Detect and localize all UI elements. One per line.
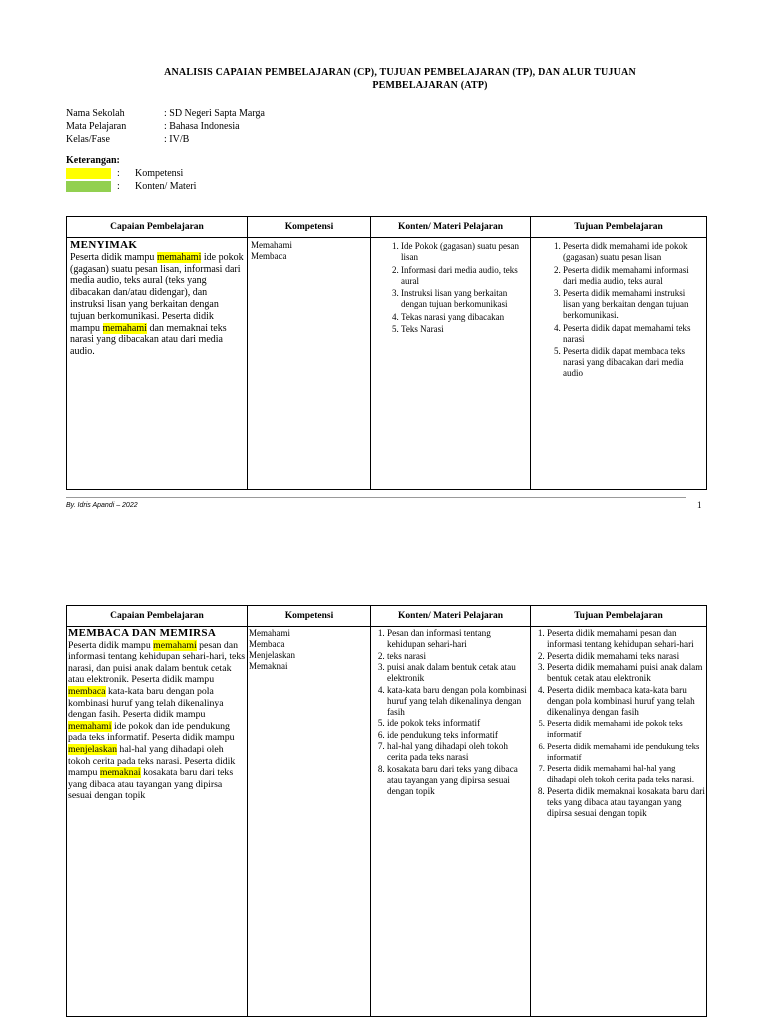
header-capaian: Capaian Pembelajaran: [67, 606, 248, 627]
header-kompetensi: Kompetensi: [248, 217, 371, 238]
info-value: : SD Negeri Sapta Marga: [164, 108, 265, 119]
list-item: 7. Peserta didik memahami hal-hal yang dihadapi oleh tokoh cerita pada teks narasi.: [547, 763, 705, 785]
kompetensi-highlight: memahami: [156, 251, 202, 263]
list-item: 3. Peserta didik memahami puisi anak dalam bentuk cetak atau elektronik: [547, 662, 705, 684]
title-line-1: ANALISIS CAPAIAN PEMBELAJARAN (CP), TUJUAN PEMBELAJARAN (TP), DAN ALUR TUJUAN: [164, 67, 636, 78]
footer-divider: [66, 497, 686, 498]
page-number: 1: [697, 500, 702, 510]
info-label: Kelas/Fase: [66, 134, 110, 145]
table-row: [67, 627, 707, 1017]
list-item: 1. Peserta didik memahami pesan dan informasi tentang kehidupan sehari-hari: [547, 628, 705, 650]
list-item: 2. Peserta didik memahami informasi dari media audio, teks aural: [563, 265, 703, 287]
list-item: 3. puisi anak dalam bentuk cetak atau elektronik: [387, 662, 529, 684]
list-item: 2. Informasi dari media audio, teks aural: [401, 265, 527, 287]
info-label: Mata Pelajaran: [66, 121, 127, 132]
info-row-class: [66, 133, 265, 146]
legend-colon: :: [117, 181, 120, 192]
list-item: 8. Peserta didik memaknai kosakata baru dari teks yang dibaca atau tayangan yang dipirsa sesuai dengan topik: [547, 786, 705, 819]
cp-text: ide pokok dan ide pendukung pada teks informatif. Peserta didik mampu: [68, 720, 235, 744]
konten-list: [377, 241, 527, 335]
list-item: 4. Peserta didik dapat memahami teks narasi: [563, 323, 703, 345]
cp-text: kosakata baru dari teks yang dibaca atau tayangan yang dipirsa sesuai dengan topik: [68, 767, 234, 802]
list-item: 4. Peserta didik membaca kata-kata baru dengan pola kombinasi huruf yang telah dikenalinya dengan fasih: [547, 685, 705, 718]
tujuan-cell: [531, 238, 707, 490]
list-item: 1. Ide Pokok (gagasan) suatu pesan lisan: [401, 241, 527, 263]
legend-row-kompetensi: [66, 168, 183, 179]
document-title: [120, 66, 680, 92]
tujuan-list: [531, 628, 705, 819]
cp-text: Peserta didik mampu: [68, 639, 154, 651]
list-item: 1. Pesan dan informasi tentang kehidupan sehari-hari: [387, 628, 529, 650]
list-item: 5. ide pokok teks informatif: [387, 718, 529, 729]
kompetensi-highlight: memahami: [153, 639, 197, 651]
list-item: 6. ide pendukung teks informatif: [387, 730, 529, 741]
header-konten: Konten/ Materi Pelajaran: [371, 606, 531, 627]
cp-cell: [67, 627, 248, 1017]
info-value: : Bahasa Indonesia: [164, 121, 240, 132]
tujuan-list: [539, 241, 703, 379]
section-heading: MEMBACA DAN MEMIRSA: [68, 627, 217, 639]
tujuan-cell: [531, 627, 707, 1017]
info-value: : IV/B: [164, 134, 190, 145]
legend-swatch-green: [66, 181, 111, 192]
kompetensi-item: Membaca: [249, 639, 285, 649]
list-item: 7. hal-hal yang dihadapi oleh tokoh cerita pada teks narasi: [387, 741, 529, 763]
kompetensi-cell: [248, 238, 371, 490]
cp-table-membaca: [66, 605, 707, 1017]
list-item: 5. Peserta didik memahami ide pokok teks informatif: [547, 718, 705, 740]
legend-label: Konten/ Materi: [135, 181, 197, 192]
info-row-school: [66, 107, 265, 120]
kompetensi-item: Memahami: [251, 240, 292, 250]
list-item: 6. Peserta didik memahami ide pendukung teks informatif: [547, 741, 705, 763]
list-item: 4. kata-kata baru dengan pola kombinasi huruf yang telah dikenalinya dengan fasih: [387, 685, 529, 718]
list-item: 5. Teks Narasi: [401, 324, 527, 335]
kompetensi-item: Memahami: [249, 628, 290, 638]
school-info: [66, 107, 265, 146]
konten-cell: [371, 238, 531, 490]
legend-row-konten: [66, 181, 196, 192]
header-tujuan: Tujuan Pembelajaran: [531, 217, 707, 238]
cp-text: dan memaknai teks narasi yang dibacakan atau dari media audio.: [70, 322, 227, 358]
list-item: 3. Peserta didik memahami instruksi lisan yang berkaitan dengan tujuan berkomunikasi.: [563, 288, 703, 321]
kompetensi-highlight: memahami: [68, 720, 112, 732]
cp-text: kata-kata baru dengan pola kombinasi huruf yang telah dikenalinya dengan fasih. Peserta didik mampu: [68, 685, 224, 721]
table-header-row: [67, 217, 707, 238]
cp-text: hal-hal yang dihadapi oleh tokoh cerita pada teks narasi. Peserta didik mampu: [68, 743, 236, 779]
header-kompetensi: Kompetensi: [248, 606, 371, 627]
table-header-row: [67, 606, 707, 627]
list-item: 8. kosakata baru dari teks yang dibaca atau tayangan yang dipirsa sesuai dengan topik: [387, 764, 529, 797]
cp-text: ide pokok (gagasan) suatu pesan lisan, informasi dari media audio, teks aural (teks yang dibacakan dan/atau didengar), dan instruksi lisan yang berkaitan dengan tujuan berkomunikasi. Peserta didik mampu: [70, 251, 244, 334]
kompetensi-highlight: menjelaskan: [68, 743, 117, 755]
list-item: 3. Instruksi lisan yang berkaitan dengan tujuan berkomunikasi: [401, 288, 527, 310]
cp-cell: [67, 238, 248, 490]
section-heading: MENYIMAK: [70, 239, 138, 251]
legend-swatch-yellow: [66, 168, 111, 179]
header-capaian: Capaian Pembelajaran: [67, 217, 248, 238]
kompetensi-item: Membaca: [251, 251, 287, 261]
list-item: 4. Tekas narasi yang dibacakan: [401, 312, 527, 323]
table-row: [67, 238, 707, 490]
header-tujuan: Tujuan Pembelajaran: [531, 606, 707, 627]
header-konten: Konten/ Materi Pelajaran: [371, 217, 531, 238]
list-item: 2. Peserta didik memahami teks narasi: [547, 651, 705, 662]
konten-list: [371, 628, 529, 797]
kompetensi-highlight: memahami: [102, 322, 147, 334]
footer-author: By. Idris Apandi – 2022: [66, 502, 138, 509]
kompetensi-highlight: memaknai: [99, 767, 141, 779]
kompetensi-highlight: membaca: [68, 685, 106, 697]
cp-text: pesan dan informasi tentang kehidupan sehari-hari, teks narasi, dan puisi anak dalam bentuk cetak atau elektronik. Peserta didik mampu: [68, 639, 246, 686]
konten-cell: [371, 627, 531, 1017]
legend-label: Kompetensi: [135, 168, 184, 179]
title-line-2: PEMBELAJARAN (ATP): [372, 80, 488, 91]
list-item: 2. teks narasi: [387, 651, 529, 662]
list-item: 5. Peserta didik dapat membaca teks narasi yang dibacakan dari media audio: [563, 346, 703, 379]
cp-text: Peserta didik mampu: [70, 251, 157, 263]
legend-title: Keterangan:: [66, 155, 120, 166]
info-label: Nama Sekolah: [66, 108, 125, 119]
info-row-subject: [66, 120, 265, 133]
kompetensi-item: Menjelaskan: [249, 650, 295, 660]
legend-colon: :: [117, 168, 120, 179]
cp-table-menyimak: [66, 216, 707, 490]
list-item: 1. Peserta didk memahami ide pokok (gagasan) suatu pesan lisan: [563, 241, 703, 263]
kompetensi-item: Memaknai: [249, 661, 288, 671]
kompetensi-cell: [248, 627, 371, 1017]
